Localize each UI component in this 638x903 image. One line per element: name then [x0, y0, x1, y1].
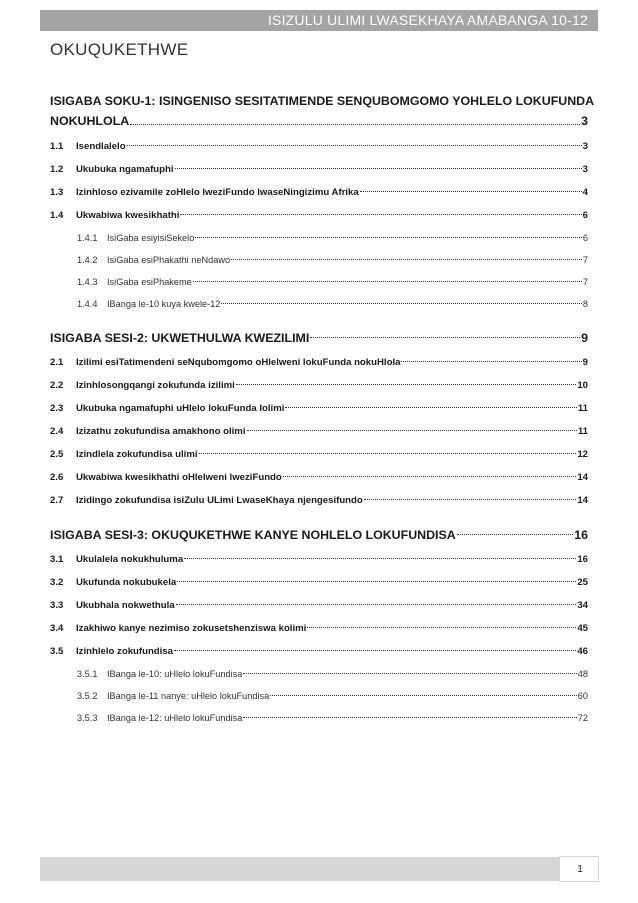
dot-leader — [221, 302, 581, 304]
entry-label: IBanga le-12: uHlelo lokuFundisa — [107, 713, 243, 723]
entry-number: 1.4 — [50, 210, 64, 221]
entry-number: 1.2 — [50, 164, 64, 175]
dot-leader — [195, 236, 582, 238]
entry-page: 11 — [577, 403, 588, 414]
dot-leader — [174, 649, 576, 651]
entry-label: Ukwabiwa kwesikhathi oHlelweni lweziFundo — [76, 472, 282, 483]
entry-number: 3.5 — [50, 646, 64, 657]
dot-leader — [285, 406, 576, 408]
entry-number: 2.1 — [50, 357, 64, 368]
entry-page: 11 — [577, 426, 588, 437]
dot-leader — [310, 336, 580, 338]
entry-number: 1.4.3 — [77, 277, 98, 287]
toc-section-entry[interactable] — [50, 420, 588, 443]
toc-section-entry[interactable] — [50, 351, 588, 374]
entry-page: 46 — [577, 646, 588, 657]
entry-page: 7 — [582, 255, 588, 265]
entry-label: Izakhiwo kanye nezimiso zokusetshenziswa kolimi — [76, 623, 307, 634]
dot-leader — [364, 498, 577, 500]
toc-section-entry[interactable] — [50, 135, 588, 158]
entry-number: 2.5 — [50, 449, 64, 460]
dot-leader — [130, 123, 580, 125]
toc-section-entry[interactable] — [50, 640, 588, 663]
dot-leader — [270, 694, 577, 696]
header-bar — [40, 10, 598, 31]
entry-label: Izindlela zokufundisa ulimi — [76, 449, 198, 460]
dot-leader — [236, 383, 577, 385]
part-heading-line-2 — [50, 111, 588, 131]
entry-number: 3.4 — [50, 623, 64, 634]
toc-section-entry[interactable] — [50, 204, 588, 227]
entry-label: Izizathu zokufundisa amakhono olimi — [76, 426, 246, 437]
entry-page: 3 — [581, 114, 588, 128]
entry-number: 3.2 — [50, 577, 64, 588]
entry-label: ISIGABA SESI-2: UKWETHULWA KWEZILIMI — [50, 331, 310, 345]
dot-leader — [243, 716, 576, 718]
entry-page: 3 — [582, 164, 588, 175]
dot-leader — [177, 580, 576, 582]
entry-page: 7 — [582, 277, 588, 287]
entry-number: 1.1 — [50, 141, 64, 152]
entry-number: 1.3 — [50, 187, 64, 198]
dot-leader — [184, 557, 576, 559]
entry-label: Izinhlelo zokufundisa — [76, 646, 174, 657]
toc-part-heading[interactable] — [50, 522, 588, 548]
entry-page: 3 — [582, 141, 588, 152]
toc-section-entry[interactable] — [50, 158, 588, 181]
toc-section-entry[interactable] — [50, 594, 588, 617]
dot-leader — [307, 626, 576, 628]
dot-leader — [360, 190, 582, 192]
entry-label: IsiGaba esiPhakathi neNdawo — [107, 255, 231, 265]
toc-section-entry[interactable] — [50, 443, 588, 466]
entry-label: Izinhloso ezivamile zoHlelo lweziFundo lwaseNingizimu Afrika — [76, 187, 359, 198]
dot-leader — [127, 144, 582, 146]
part-heading-line-1: ISIGABA SOKU-1: ISINGENISO SESITATIMENDE SENQUBOMGOMO YOHLELO LOKUFUNDA — [50, 94, 595, 108]
entry-label: Ukubuka ngamafuphi — [76, 164, 174, 175]
entry-page: 14 — [577, 472, 588, 483]
entry-page: 9 — [582, 357, 588, 368]
dot-leader — [180, 213, 581, 215]
toc-subsection-entry[interactable] — [50, 707, 588, 729]
dot-leader — [283, 475, 577, 477]
entry-label: IBanga le-10 kuya kwele-12 — [107, 299, 221, 309]
entry-number: 1.4.2 — [77, 255, 98, 265]
entry-number: 2.7 — [50, 495, 64, 506]
entry-number: 3.5.1 — [77, 669, 98, 679]
entry-label: IBanga le-10: uHlelo lokuFundisa — [107, 669, 243, 679]
dot-leader — [176, 603, 577, 605]
entry-label: Isendlalelo — [76, 141, 126, 152]
entry-label-cont: NOKUHLOLA — [50, 114, 130, 128]
entry-page: 14 — [577, 495, 588, 506]
dot-leader — [175, 167, 582, 169]
toc-subsection-entry[interactable] — [50, 227, 588, 249]
entry-page: 34 — [577, 600, 588, 611]
entry-page: 16 — [574, 528, 588, 542]
entry-label: IsiGaba esiyisiSekelo — [107, 233, 195, 243]
toc-section-entry[interactable] — [50, 181, 588, 204]
toc-subsection-entry[interactable] — [50, 271, 588, 293]
toc-section-entry[interactable] — [50, 489, 588, 512]
entry-page: 4 — [582, 187, 588, 198]
entry-label: Izidingo zokufundisa isiZulu ULimi LwaseKhaya njengesifundo — [76, 495, 363, 506]
dot-leader — [247, 429, 577, 431]
entry-page: 10 — [577, 380, 588, 391]
entry-label: IBanga le-11 nanye: uHlelo lokuFundisa — [107, 691, 270, 701]
dot-leader — [243, 672, 576, 674]
entry-label: Ukwabiwa kwesikhathi — [76, 210, 180, 221]
entry-number: 2.2 — [50, 380, 64, 391]
entry-number: 1.4.1 — [77, 233, 98, 243]
running-header: ISIZULU ULIMI LWASEKHAYA AMABANGA 10-12 — [267, 12, 588, 28]
dot-leader — [199, 452, 577, 454]
entry-label: Ukubhala nokwethula — [76, 600, 175, 611]
entry-label: Izinhlosongqangi zokufunda izilimi — [76, 380, 235, 391]
entry-page: 48 — [577, 669, 588, 679]
toc-section-entry[interactable] — [50, 374, 588, 397]
entry-page: 45 — [577, 623, 588, 634]
toc-subsection-entry[interactable] — [50, 293, 588, 315]
entry-number: 3.5.2 — [77, 691, 98, 701]
entry-label: ISIGABA SESI-3: OKUQUKETHWE KANYE NOHLELO LOKUFUNDISA — [50, 528, 456, 542]
footer-bar — [40, 857, 598, 881]
page-number: 1 — [560, 857, 598, 881]
toc-section-entry[interactable] — [50, 617, 588, 640]
toc-subsection-entry[interactable] — [50, 663, 588, 685]
entry-number: 2.3 — [50, 403, 64, 414]
toc-part-heading[interactable] — [50, 91, 595, 135]
entry-number: 2.4 — [50, 426, 64, 437]
entry-number: 3.1 — [50, 554, 64, 565]
part-spacer — [50, 512, 588, 522]
toc-subsection-entry[interactable] — [50, 249, 588, 271]
entry-page: 72 — [577, 713, 588, 723]
entry-page: 25 — [577, 577, 588, 588]
table-of-contents — [50, 91, 595, 729]
entry-page: 6 — [582, 210, 588, 221]
dot-leader — [231, 258, 582, 260]
toc-section-entry[interactable] — [50, 397, 588, 420]
dot-leader — [457, 533, 574, 535]
entry-page: 60 — [577, 691, 588, 701]
entry-number: 1.4.4 — [77, 299, 98, 309]
toc-section-entry[interactable] — [50, 571, 588, 594]
dot-leader — [193, 280, 582, 282]
part-spacer — [50, 315, 588, 325]
entry-label: Izilimi esiTatimendeni seNqubomgomo oHlelweni lokuFunda nokuHlola — [76, 357, 401, 368]
toc-section-entry[interactable] — [50, 466, 588, 489]
toc-subsection-entry[interactable] — [50, 685, 588, 707]
entry-label: Ukubuka ngamafuphi uHlelo lokuFunda lolimi — [76, 403, 285, 414]
entry-page: 8 — [582, 299, 588, 309]
entry-page: 9 — [581, 331, 588, 345]
entry-page: 6 — [582, 233, 588, 243]
entry-number: 3.3 — [50, 600, 64, 611]
dot-leader — [401, 360, 581, 362]
entry-page: 16 — [577, 554, 588, 565]
entry-label: Ukulalela nokukhuluma — [76, 554, 184, 565]
toc-section-entry[interactable] — [50, 548, 588, 571]
entry-page: 12 — [577, 449, 588, 460]
toc-part-heading[interactable] — [50, 325, 588, 351]
entry-number: 2.6 — [50, 472, 64, 483]
page-title: OKUQUKETHWE — [50, 40, 189, 59]
entry-label: IsiGaba esiPhakeme — [107, 277, 192, 287]
entry-label: Ukufunda nokubukela — [76, 577, 177, 588]
entry-number: 3.5.3 — [77, 713, 98, 723]
